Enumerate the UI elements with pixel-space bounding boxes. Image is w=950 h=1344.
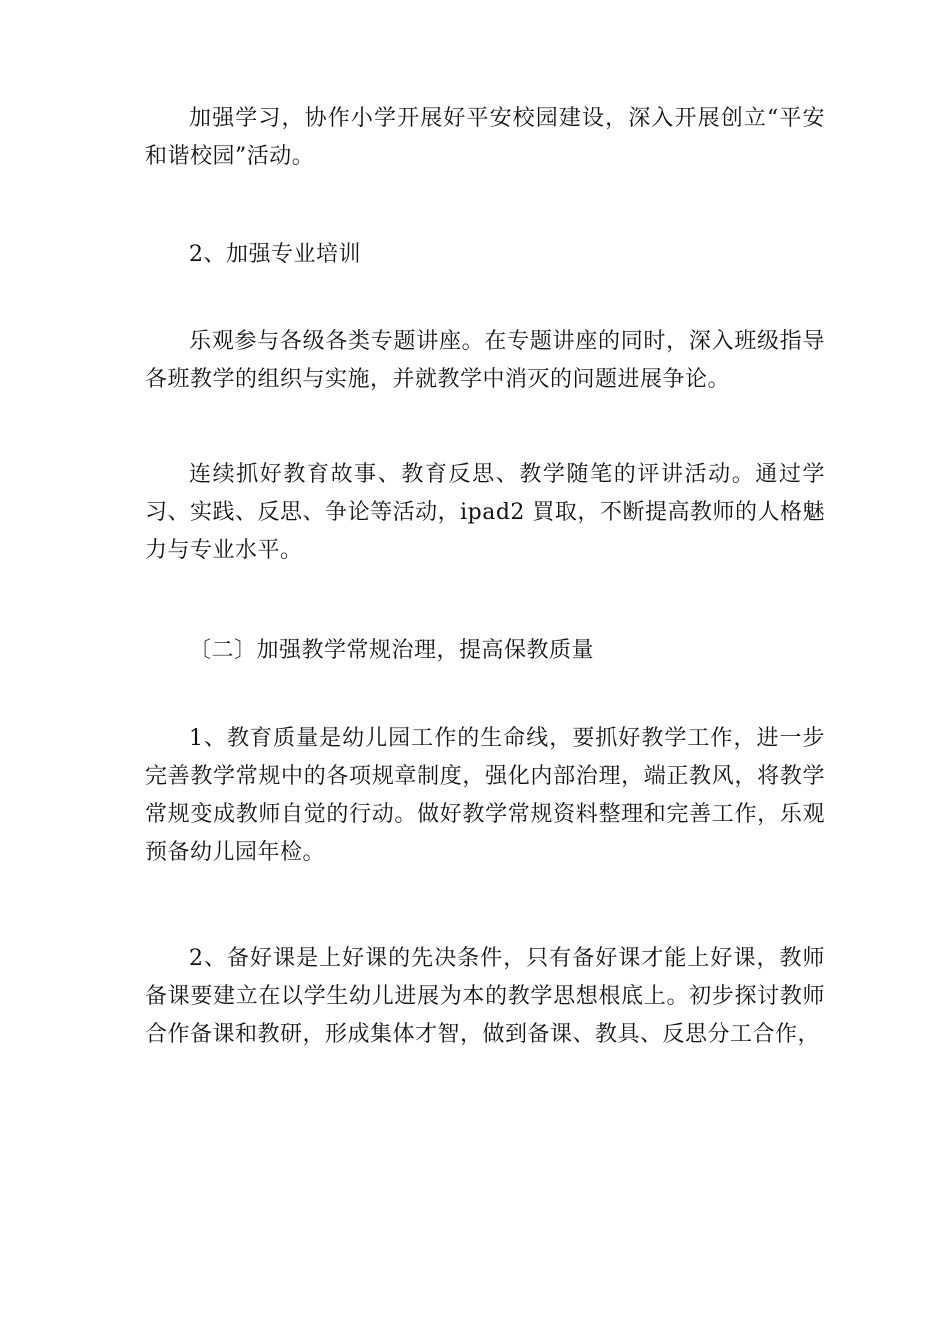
section-heading-professional-training: 2、加强专业培训 [189,242,361,267]
paragraph-lesson-preparation: 2、备好课是上好课的先决条件，只有备好课才能上好课，教师备课要建立在以学生幼儿进展为本的教学思想根底上。初步探讨教师合作备课和教研，形成集体才智，做到备课、教具、反思分工合作， [145,946,825,1047]
section-heading-teaching-routine: 〔二〕加强教学常规治理，提高保教质量 [189,638,595,663]
paragraph-lectures: 乐观参与各级各类专题讲座。在专题讲座的同时，深入班级指导各班教学的组织与实施，并就教学中消灭的问题进展争论。 [145,329,825,392]
paragraph-teaching-reflection: 连续抓好教育故事、教育反思、教学随笔的评讲活动。通过学习、实践、反思、争论等活动，ipad2 買取，不断提高教师的人格魅力与专业水平。 [145,462,825,563]
paragraph-education-quality: 1、教育质量是幼儿园工作的生命线，要抓好教学工作，进一步完善教学常规中的各项规章制度，强化内部治理，端正教风，将教学常规变成教师自觉的行动。做好教学常规资料整理和完善工作，乐观预备幼儿园年检。 [145,726,825,865]
paragraph-campus-safety: 加强学习，协作小学开展好平安校园建设，深入开展创立“平安和谐校园”活动。 [145,106,825,169]
